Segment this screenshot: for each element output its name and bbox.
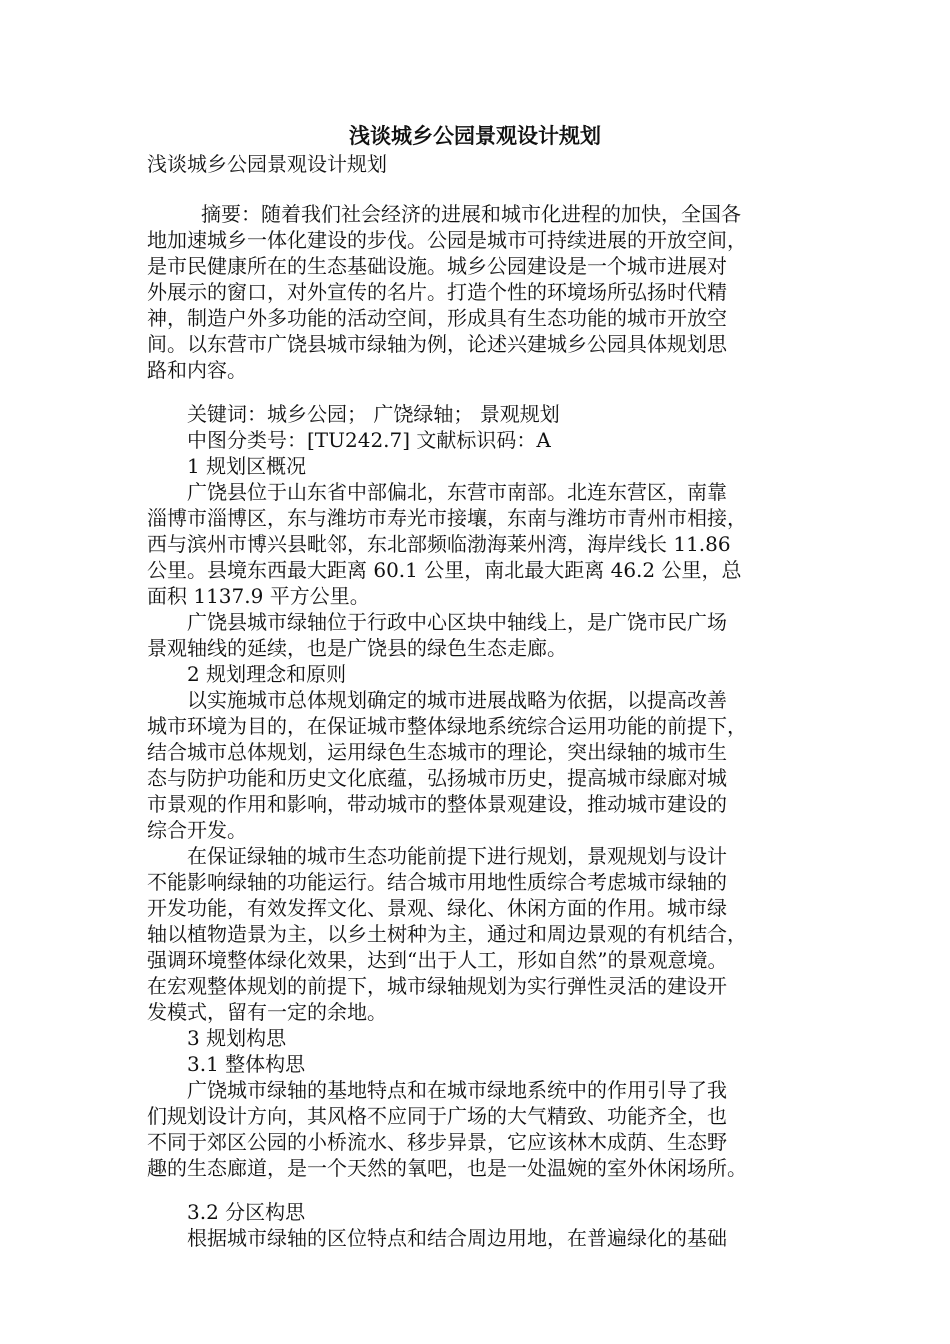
abstract-line: 摘要：随着我们社会经济的进展和城市化进程的加快，全国各 <box>201 202 741 226</box>
paragraph-line: 开发功能，有效发挥文化、景观、绿化、休闲方面的作用。城市绿 <box>147 896 727 920</box>
paragraph-line: 在宏观整体规划的前提下，城市绿轴规划为实行弹性灵活的建设开 <box>147 974 727 998</box>
document-subtitle: 浅谈城乡公园景观设计规划 <box>147 152 387 176</box>
section-heading: 1 规划区概况 <box>187 454 307 478</box>
paragraph-line: 淄博市淄博区，东与潍坊市寿光市接壤，东南与潍坊市青州市相接， <box>147 506 747 530</box>
section-heading: 3 规划构思 <box>187 1026 287 1050</box>
paragraph-line: 趣的生态廊道，是一个天然的氧吧，也是一处温婉的室外休闲场所。 <box>147 1156 747 1180</box>
paragraph-line: 不同于郊区公园的小桥流水、移步异景，它应该林木成荫、生态野 <box>147 1130 727 1154</box>
paragraph-line: 公里。县境东西最大距离 60.1 公里，南北最大距离 46.2 公里，总 <box>147 558 742 582</box>
paragraph-line: 景观轴线的延续，也是广饶县的绿色生态走廊。 <box>147 636 567 660</box>
subsection-heading: 3.2 分区构思 <box>187 1200 306 1224</box>
paragraph-line: 结合城市总体规划，运用绿色生态城市的理论，突出绿轴的城市生 <box>147 740 727 764</box>
paragraph-line: 以实施城市总体规划确定的城市进展战略为依据，以提高改善 <box>187 688 727 712</box>
abstract-line: 外展示的窗口，对外宣传的名片。打造个性的环境场所弘扬时代精 <box>147 280 727 304</box>
paragraph-line: 强调环境整体绿化效果，达到“出于人工，形如自然”的景观意境。 <box>147 948 728 972</box>
subsection-heading: 3.1 整体构思 <box>187 1052 306 1076</box>
paragraph-line: 广饶城市绿轴的基地特点和在城市绿地系统中的作用引导了我 <box>187 1078 727 1102</box>
paragraph-line: 市景观的作用和影响，带动城市的整体景观建设，推动城市建设的 <box>147 792 727 816</box>
abstract-line: 间。以东营市广饶县城市绿轴为例，论述兴建城乡公园具体规划思 <box>147 332 727 356</box>
section-heading: 2 规划理念和原则 <box>187 662 347 686</box>
paragraph-line: 西与滨州市博兴县毗邻，东北部频临渤海莱州湾，海岸线长 11.86 <box>147 532 731 556</box>
paragraph-line: 发模式，留有一定的余地。 <box>147 1000 387 1024</box>
classification: 中图分类号：[TU242.7] 文献标识码：A <box>187 428 551 452</box>
paragraph-line: 轴以植物造景为主，以乡土树种为主，通过和周边景观的有机结合， <box>147 922 747 946</box>
abstract-line: 是市民健康所在的生态基础设施。城乡公园建设是一个城市进展对 <box>147 254 727 278</box>
abstract-line: 地加速城乡一体化建设的步伐。公园是城市可持续进展的开放空间， <box>147 228 747 252</box>
paragraph-line: 城市环境为目的，在保证城市整体绿地系统综合运用功能的前提下， <box>147 714 747 738</box>
paragraph-line: 们规划设计方向，其风格不应同于广场的大气精致、功能齐全，也 <box>147 1104 727 1128</box>
paragraph-line: 综合开发。 <box>147 818 247 842</box>
abstract-line: 路和内容。 <box>147 358 247 382</box>
document-title: 浅谈城乡公园景观设计规划 <box>349 123 601 148</box>
paragraph-line: 广饶县位于山东省中部偏北，东营市南部。北连东营区，南靠 <box>187 480 727 504</box>
paragraph-line: 在保证绿轴的城市生态功能前提下进行规划，景观规划与设计 <box>187 844 727 868</box>
paragraph-line: 态与防护功能和历史文化底蕴，弘扬城市历史，提高城市绿廊对城 <box>147 766 727 790</box>
paragraph-line: 根据城市绿轴的区位特点和结合周边用地，在普遍绿化的基础 <box>187 1226 727 1250</box>
keywords: 关键词：城乡公园； 广饶绿轴； 景观规划 <box>187 402 560 426</box>
paragraph-line: 面积 1137.9 平方公里。 <box>147 584 370 608</box>
paragraph-line: 广饶县城市绿轴位于行政中心区块中轴线上，是广饶市民广场 <box>187 610 727 634</box>
paragraph-line: 不能影响绿轴的功能运行。结合城市用地性质综合考虑城市绿轴的 <box>147 870 727 894</box>
abstract-line: 神，制造户外多功能的活动空间，形成具有生态功能的城市开放空 <box>147 306 727 330</box>
